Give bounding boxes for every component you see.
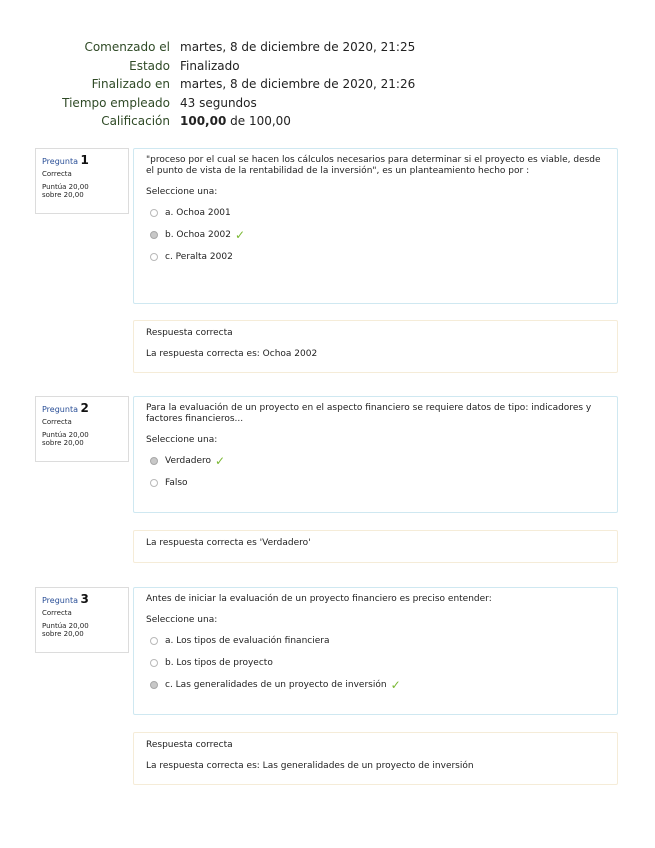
finished-label: Finalizado en bbox=[91, 77, 170, 91]
question-grade-line2: sobre 20,00 bbox=[42, 439, 84, 447]
answer-prompt: Seleccione una: bbox=[146, 435, 218, 445]
state-label: Estado bbox=[129, 58, 170, 73]
summary-row-started bbox=[0, 38, 655, 57]
started-label: Comenzado el bbox=[84, 40, 170, 54]
answer-label: b. Ochoa 2002 bbox=[165, 229, 231, 240]
question-grade bbox=[42, 183, 122, 199]
answer-option-b[interactable] bbox=[146, 224, 605, 246]
radio-button[interactable] bbox=[150, 253, 158, 261]
feedback-status: Respuesta correcta bbox=[146, 328, 233, 338]
answer-label: c. Peralta 2002 bbox=[165, 251, 233, 262]
answer-option-a[interactable] bbox=[146, 630, 605, 652]
check-icon: ✓ bbox=[234, 227, 246, 242]
attempt-summary bbox=[0, 38, 655, 131]
answer-option-c[interactable] bbox=[146, 674, 605, 696]
question-text: "proceso por el cual se hacen los cálculos necesarios para determinar si el proyecto es viable, desde el punto de vista de la rentabilidad de la inversión", es un planteamiento hecho por : bbox=[146, 155, 601, 176]
answer-prompt: Seleccione una: bbox=[146, 615, 218, 625]
radio-button-selected[interactable] bbox=[150, 681, 158, 689]
question-number bbox=[42, 401, 122, 415]
answer-option-b[interactable] bbox=[146, 652, 605, 674]
grade-label: Calificación bbox=[101, 114, 170, 128]
radio-button-selected[interactable] bbox=[150, 457, 158, 465]
answer-option-c[interactable] bbox=[146, 246, 605, 268]
question-grade-line2: sobre 20,00 bbox=[42, 630, 84, 638]
summary-row-state bbox=[0, 57, 655, 76]
question-text: Para la evaluación de un proyecto en el aspecto financiero se requiere datos de tipo: indicadores y factores financieros... bbox=[146, 403, 592, 424]
question-info bbox=[35, 587, 129, 653]
answer-option-true[interactable] bbox=[146, 450, 605, 472]
answer-option-false[interactable] bbox=[146, 472, 605, 494]
time-value: 43 segundos bbox=[180, 95, 257, 110]
question-feedback bbox=[133, 732, 618, 785]
started-value: martes, 8 de diciembre de 2020, 21:25 bbox=[180, 40, 416, 54]
question-label: Pregunta bbox=[42, 157, 78, 166]
feedback-correct-answer: La respuesta correcta es: Ochoa 2002 bbox=[146, 349, 318, 359]
question-number-value: 2 bbox=[80, 401, 89, 415]
question-grade-line2: sobre 20,00 bbox=[42, 191, 84, 199]
answer-label: c. Las generalidades de un proyecto de inversión bbox=[165, 679, 387, 690]
question-content bbox=[133, 148, 618, 304]
feedback-correct-answer: La respuesta correcta es 'Verdadero' bbox=[146, 538, 311, 548]
answer-option-a[interactable] bbox=[146, 202, 605, 224]
feedback-status: Respuesta correcta bbox=[146, 740, 233, 750]
radio-button[interactable] bbox=[150, 637, 158, 645]
question-grade-line1: Puntúa 20,00 bbox=[42, 431, 89, 439]
question-state: Correcta bbox=[42, 170, 72, 178]
answer-label: a. Los tipos de evaluación financiera bbox=[165, 635, 330, 646]
question-number-value: 3 bbox=[80, 592, 89, 606]
grade-score: 100,00 bbox=[180, 114, 227, 128]
answer-label: b. Los tipos de proyecto bbox=[165, 657, 273, 668]
grade-value bbox=[180, 112, 291, 131]
answer-prompt: Seleccione una: bbox=[146, 187, 218, 197]
question-grade-line1: Puntúa 20,00 bbox=[42, 183, 89, 191]
question-state: Correcta bbox=[42, 418, 72, 426]
radio-button[interactable] bbox=[150, 659, 158, 667]
question-info bbox=[35, 148, 129, 214]
question-state: Correcta bbox=[42, 609, 72, 617]
question-grade bbox=[42, 622, 122, 638]
question-content bbox=[133, 396, 618, 513]
radio-button[interactable] bbox=[150, 479, 158, 487]
radio-button[interactable] bbox=[150, 209, 158, 217]
radio-button-selected[interactable] bbox=[150, 231, 158, 239]
question-number-value: 1 bbox=[80, 153, 89, 167]
question-number bbox=[42, 592, 122, 606]
grade-rest: de 100,00 bbox=[230, 114, 291, 128]
question-content bbox=[133, 587, 618, 715]
question-label: Pregunta bbox=[42, 405, 78, 414]
question-grade bbox=[42, 431, 122, 447]
summary-row-finished bbox=[0, 75, 655, 94]
summary-row-time bbox=[0, 94, 655, 113]
answer-label: a. Ochoa 2001 bbox=[165, 207, 231, 218]
question-text: Antes de iniciar la evaluación de un proyecto financiero es preciso entender: bbox=[146, 594, 492, 604]
check-icon: ✓ bbox=[390, 677, 401, 692]
summary-row-grade bbox=[0, 112, 655, 131]
state-value: Finalizado bbox=[180, 58, 240, 73]
check-icon: ✓ bbox=[215, 453, 226, 468]
question-label: Pregunta bbox=[42, 596, 78, 605]
question-feedback bbox=[133, 320, 618, 373]
feedback-correct-answer: La respuesta correcta es: Las generalidades de un proyecto de inversión bbox=[146, 761, 474, 771]
question-info bbox=[35, 396, 129, 462]
answer-label: Falso bbox=[165, 477, 188, 488]
question-number bbox=[42, 153, 122, 167]
answer-label: Verdadero bbox=[165, 455, 212, 466]
question-grade-line1: Puntúa 20,00 bbox=[42, 622, 89, 630]
finished-value: martes, 8 de diciembre de 2020, 21:26 bbox=[180, 77, 416, 91]
time-label: Tiempo empleado bbox=[62, 95, 170, 110]
question-feedback bbox=[133, 530, 618, 563]
